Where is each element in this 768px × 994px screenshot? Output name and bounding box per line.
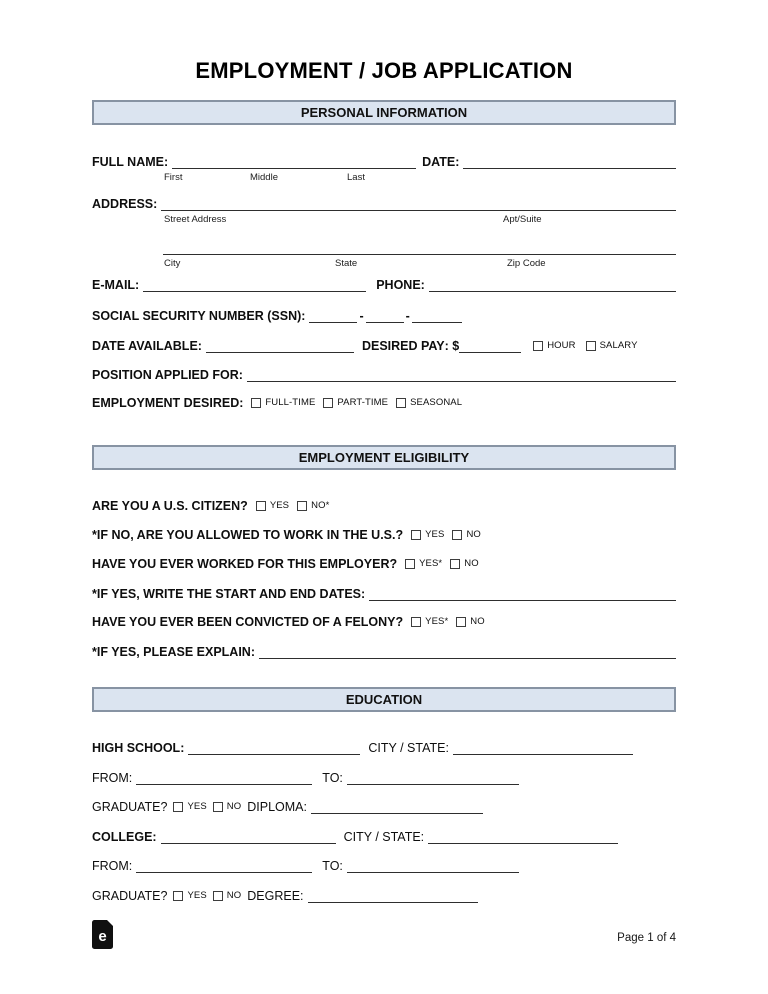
name-sublabels [92, 171, 676, 183]
worked-no-option [450, 558, 478, 569]
page-number-label: Page 1 of 4 [617, 932, 676, 944]
college-graduate-row [92, 886, 676, 903]
address-sublabels-1 [92, 213, 676, 225]
hs-graduate-yes-checkbox[interactable] [173, 802, 183, 812]
hour-option [533, 340, 575, 351]
college-graduate-no-checkbox[interactable] [213, 891, 223, 901]
college-from-label: FROM: [92, 859, 133, 873]
section-header-label: EMPLOYMENT ELIGIBILITY [298, 450, 470, 465]
allowed-no-checkbox[interactable] [452, 530, 462, 540]
salary-checkbox-label: SALARY [599, 340, 638, 351]
felony-no-checkbox[interactable] [456, 617, 466, 627]
sublabel-first: First [164, 172, 183, 183]
section-header-label: PERSONAL INFORMATION [300, 105, 468, 120]
position-applied-row [92, 365, 676, 382]
college-graduate-yes-checkbox[interactable] [173, 891, 183, 901]
worked-yes-label: YES* [419, 558, 443, 569]
college-graduate-label: GRADUATE? [92, 889, 168, 903]
sublabel-last: Last [347, 172, 365, 183]
allowed-no-option [452, 529, 480, 540]
college-city-state-input-line[interactable] [428, 831, 618, 844]
desired-pay-label: DESIRED PAY [361, 339, 445, 353]
start-end-dates-row [92, 584, 676, 601]
citizen-no-checkbox[interactable] [297, 501, 307, 511]
allowed-to-work-question-row [92, 526, 676, 543]
diploma-label: DIPLOMA: [247, 800, 307, 814]
start-end-dates-input-line[interactable] [369, 588, 676, 601]
salary-option [586, 340, 638, 351]
section-header-label: EDUCATION [345, 692, 423, 707]
sublabel-apt-suite: Apt/Suite [503, 214, 542, 225]
section-header-employment-eligibility [92, 445, 676, 470]
employment-desired-row [92, 394, 676, 411]
felony-no-option [456, 616, 484, 627]
high-school-dates-row [92, 768, 676, 785]
hs-graduate-yes-label: YES [187, 801, 207, 812]
hour-checkbox-label: HOUR [547, 340, 576, 351]
form-content [92, 100, 676, 903]
position-applied-label: POSITION APPLIED FOR: [92, 368, 243, 382]
college-city-state-label: CITY / STATE: [343, 830, 425, 844]
allowed-no-label: NO [466, 529, 481, 540]
address-row [92, 194, 676, 211]
allowed-to-work-question-label: *IF NO, ARE YOU ALLOWED TO WORK IN THE U.S.? [92, 527, 404, 542]
date-input-line[interactable] [463, 156, 676, 169]
felony-no-label: NO [470, 616, 485, 627]
date-available-label: DATE AVAILABLE: [92, 339, 202, 353]
hs-to-input-line[interactable] [347, 772, 519, 785]
college-to-input-line[interactable] [347, 860, 519, 873]
phone-input-line[interactable] [429, 279, 676, 292]
seasonal-option [396, 397, 462, 408]
citizen-no-option [297, 500, 329, 511]
felony-yes-checkbox[interactable] [411, 617, 421, 627]
felony-yes-option [411, 616, 448, 627]
salary-checkbox[interactable] [586, 341, 596, 351]
hs-graduate-label: GRADUATE? [92, 800, 168, 814]
fulltime-checkbox[interactable] [251, 398, 261, 408]
desired-pay-dollar: : $ [444, 339, 460, 353]
high-school-graduate-row [92, 797, 676, 814]
desired-pay-input-line[interactable] [459, 340, 521, 353]
college-dates-row [92, 856, 676, 873]
felony-explain-row [92, 642, 676, 659]
citizen-question-row [92, 497, 676, 514]
hs-from-label: FROM: [92, 771, 133, 785]
parttime-option [323, 397, 388, 408]
felony-yes-label: YES* [425, 616, 449, 627]
parttime-checkbox[interactable] [323, 398, 333, 408]
citizen-yes-checkbox[interactable] [256, 501, 266, 511]
citizen-yes-option [256, 500, 289, 511]
date-label: DATE: [422, 155, 460, 169]
address-label: ADDRESS: [92, 197, 158, 211]
college-graduate-no-label: NO [226, 890, 242, 901]
college-to-label: TO: [322, 859, 343, 873]
degree-label: DEGREE: [247, 889, 304, 903]
citizen-yes-label: YES [269, 500, 290, 511]
high-school-input-line[interactable] [188, 742, 360, 755]
position-applied-input-line[interactable] [247, 369, 676, 382]
phone-label: PHONE: [376, 278, 425, 292]
eforms-logo-letter: e [98, 927, 107, 945]
felony-question-label: HAVE YOU EVER BEEN CONVICTED OF A FELONY? [92, 614, 404, 629]
allowed-yes-checkbox[interactable] [411, 530, 421, 540]
fulltime-option [251, 397, 315, 408]
felony-question-row [92, 613, 676, 630]
sublabel-middle: Middle [250, 172, 278, 183]
hour-checkbox[interactable] [533, 341, 543, 351]
hs-graduate-no-checkbox[interactable] [213, 802, 223, 812]
college-input-line[interactable] [161, 831, 336, 844]
sublabel-street-address: Street Address [164, 214, 227, 225]
section-header-personal-information [92, 100, 676, 125]
hs-to-label: TO: [322, 771, 343, 785]
college-from-input-line[interactable] [136, 860, 312, 873]
hs-from-input-line[interactable] [136, 772, 312, 785]
start-end-dates-label: *IF YES, WRITE THE START AND END DATES: [92, 587, 366, 601]
high-school-label: HIGH SCHOOL: [92, 741, 185, 755]
seasonal-checkbox[interactable] [396, 398, 406, 408]
citizen-no-label: NO* [311, 500, 330, 511]
college-label: COLLEGE: [92, 830, 157, 844]
felony-explain-label: *IF YES, PLEASE EXPLAIN: [92, 645, 256, 659]
email-input-line[interactable] [143, 279, 366, 292]
city-state-zip-row [92, 238, 676, 255]
date-available-input-line[interactable] [206, 340, 354, 353]
worked-yes-option [405, 558, 442, 569]
college-graduate-no-option [213, 890, 241, 901]
section-header-education [92, 687, 676, 712]
full-name-label: FULL NAME: [92, 155, 169, 169]
ssn-dash-1: - [359, 309, 364, 323]
address-sublabels-2 [92, 257, 676, 269]
college-row [92, 827, 676, 844]
full-name-input-line[interactable] [172, 156, 416, 169]
citizen-question-label: ARE YOU A U.S. CITIZEN? [92, 498, 248, 513]
hs-city-state-input-line[interactable] [453, 742, 633, 755]
ssn-dash-2: - [405, 309, 410, 323]
worked-no-label: NO [464, 558, 479, 569]
college-graduate-yes-label: YES [187, 890, 207, 901]
ssn-label: SOCIAL SECURITY NUMBER (SSN): [92, 309, 306, 323]
ssn-part1-input-line[interactable] [309, 310, 357, 323]
email-label: E-MAIL: [92, 278, 140, 292]
sublabel-state: State [335, 258, 358, 269]
street-address-input-line[interactable] [161, 198, 676, 211]
worked-no-checkbox[interactable] [450, 559, 460, 569]
hs-graduate-no-label: NO [226, 801, 242, 812]
hs-graduate-yes-option [173, 801, 206, 812]
ssn-row [92, 306, 676, 323]
diploma-input-line[interactable] [311, 801, 483, 814]
hs-graduate-no-option [213, 801, 241, 812]
worked-before-question-row [92, 555, 676, 572]
fulltime-checkbox-label: FULL-TIME [265, 397, 316, 408]
city-state-zip-input-line[interactable] [163, 242, 676, 255]
parttime-checkbox-label: PART-TIME [337, 397, 389, 408]
college-graduate-yes-option [173, 890, 206, 901]
email-phone-row [92, 275, 676, 292]
high-school-row [92, 738, 676, 755]
hs-city-state-label: CITY / STATE: [368, 741, 449, 755]
full-name-row [92, 152, 676, 169]
ssn-part2-input-line[interactable] [366, 310, 404, 323]
allowed-yes-label: YES [425, 529, 445, 540]
sublabel-zip-code: Zip Code [507, 258, 546, 269]
date-available-pay-row [92, 336, 676, 353]
felony-explain-input-line[interactable] [259, 646, 676, 659]
sublabel-city: City [164, 258, 181, 269]
worked-before-question-label: HAVE YOU EVER WORKED FOR THIS EMPLOYER? [92, 556, 398, 571]
degree-input-line[interactable] [308, 890, 478, 903]
page-title: EMPLOYMENT / JOB APPLICATION [195, 58, 573, 83]
allowed-yes-option [411, 529, 444, 540]
eforms-logo-icon [92, 920, 113, 949]
worked-yes-checkbox[interactable] [405, 559, 415, 569]
ssn-part3-input-line[interactable] [412, 310, 462, 323]
seasonal-checkbox-label: SEASONAL [410, 397, 463, 408]
employment-desired-label: EMPLOYMENT DESIRED: [92, 395, 244, 410]
